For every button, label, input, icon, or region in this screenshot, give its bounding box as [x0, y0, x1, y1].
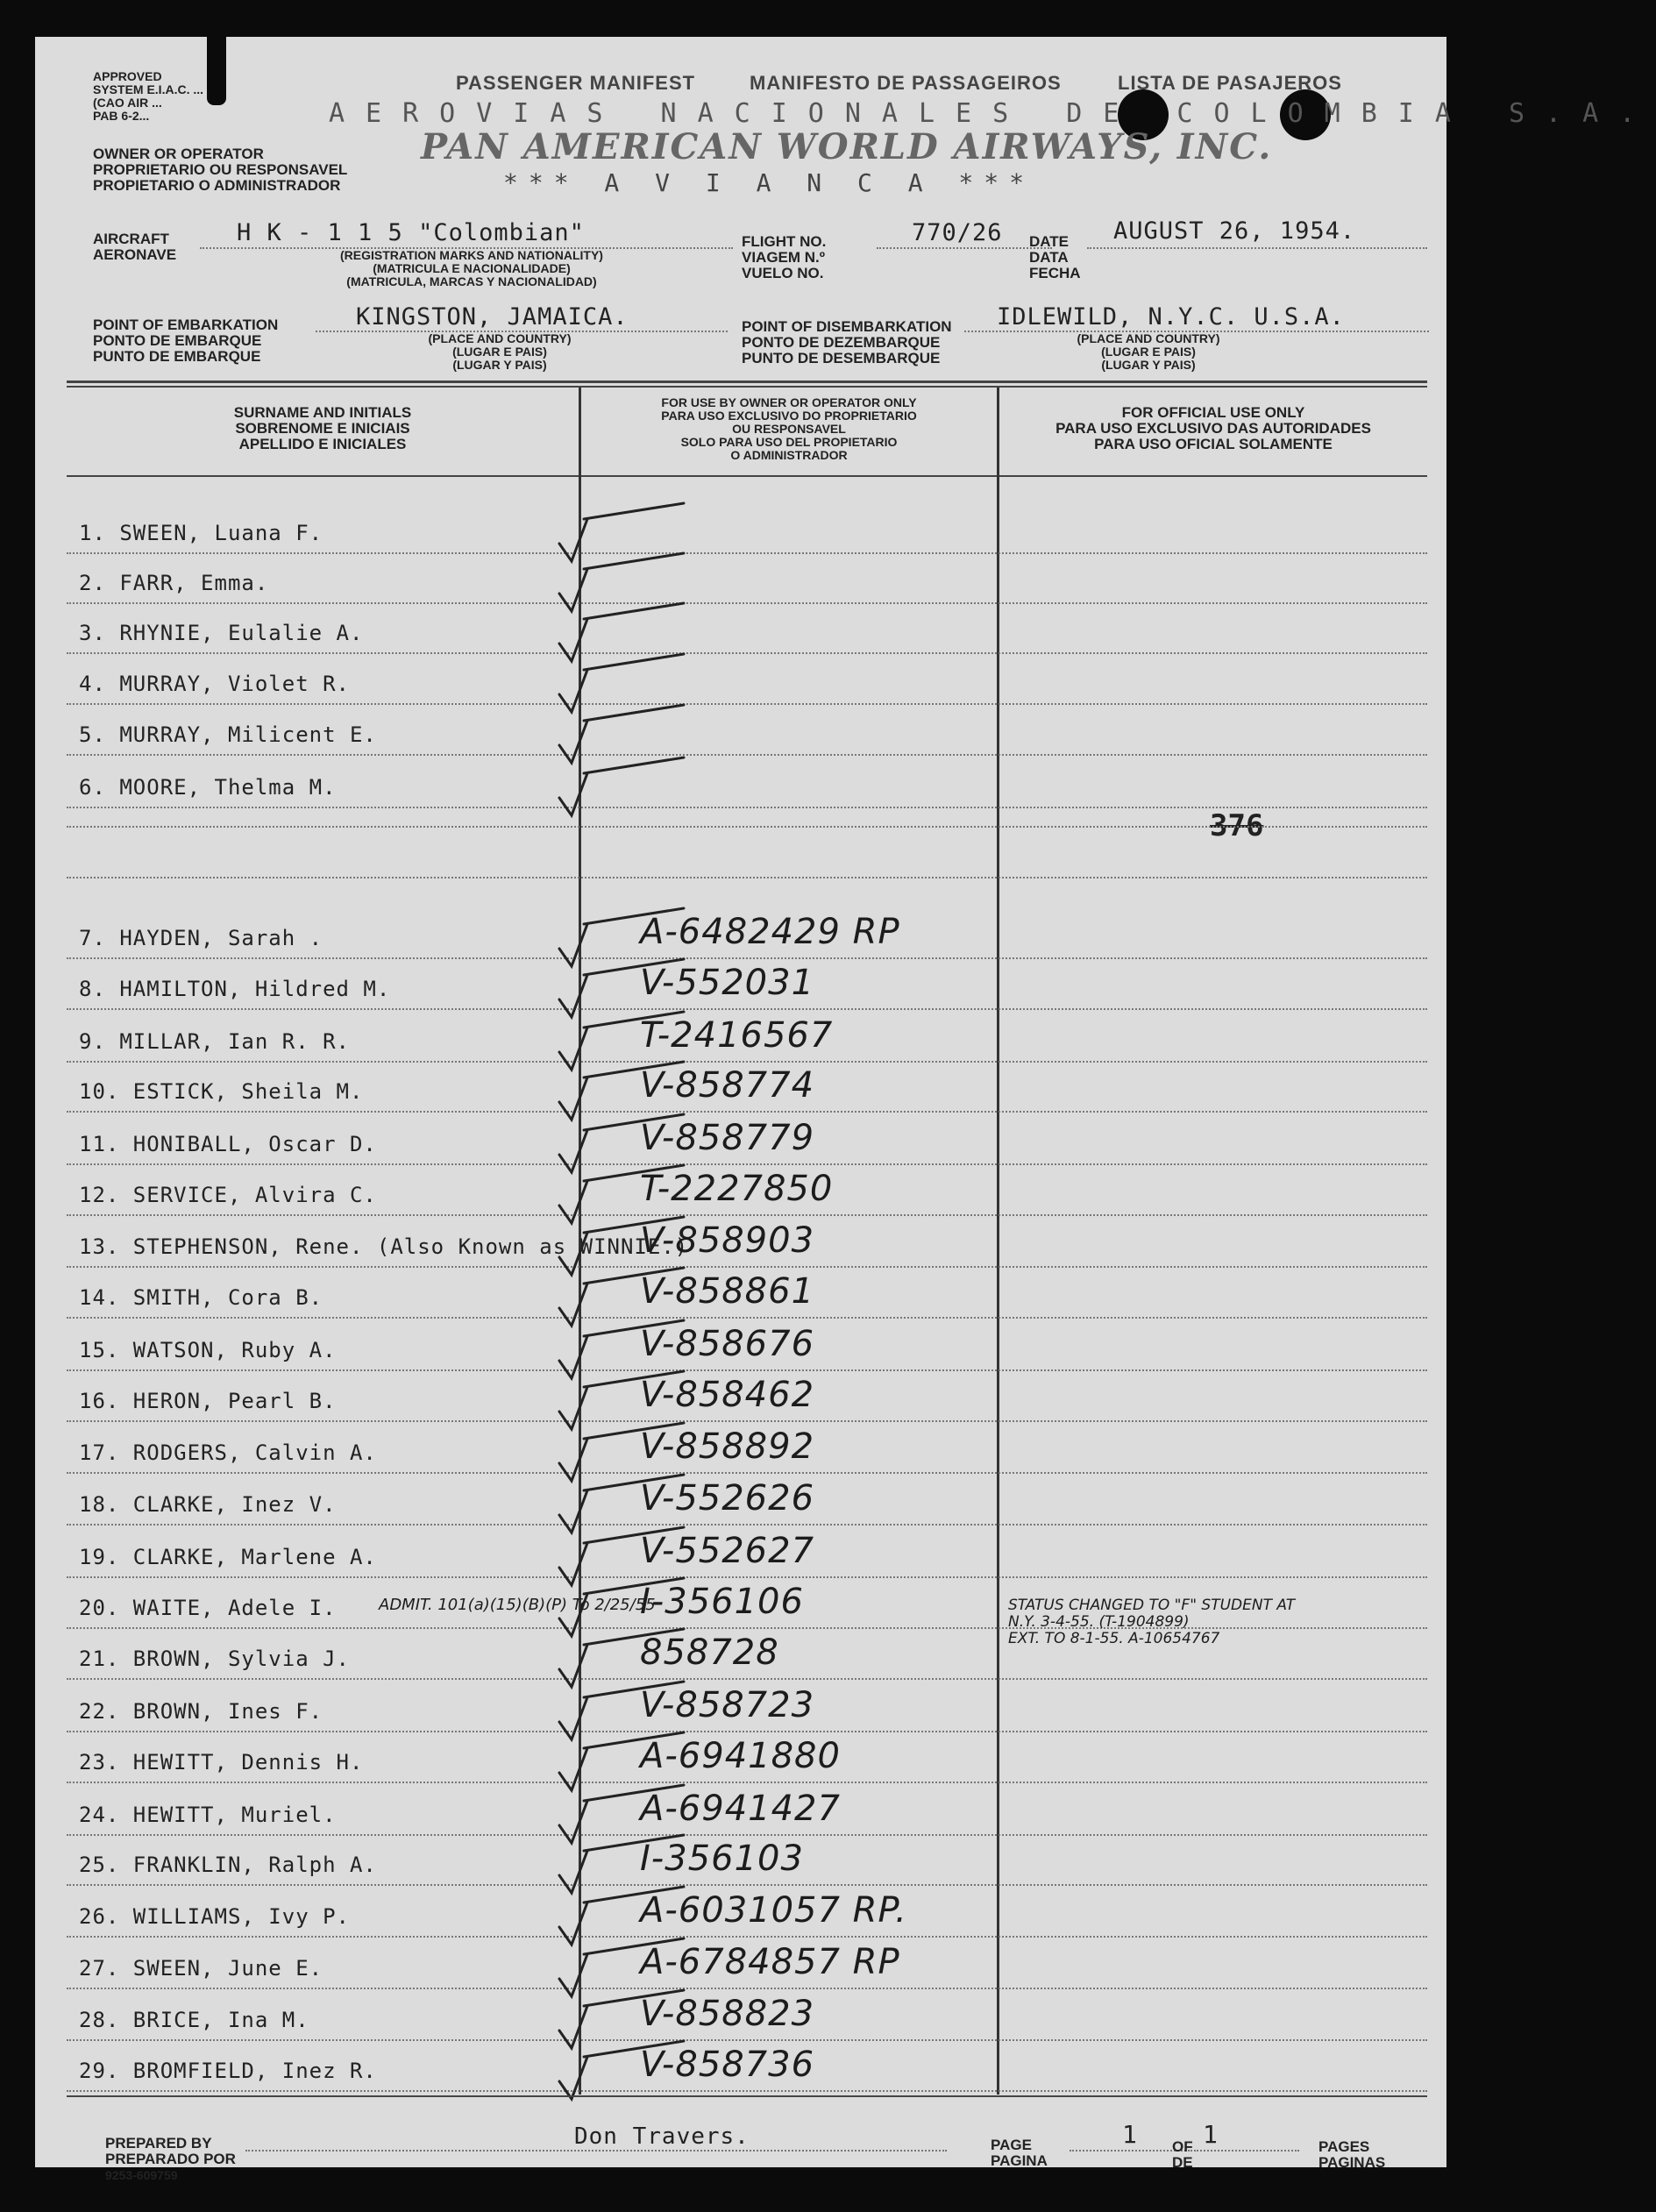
passenger-row	[35, 1789, 1446, 1841]
registration-number: T-2416567	[640, 1015, 834, 1056]
passenger-row	[35, 1324, 1446, 1376]
row-line	[67, 1988, 1427, 1989]
passenger-name: 7. HAYDEN, Sarah .	[79, 926, 323, 950]
manifest-sheet	[35, 37, 1656, 2182]
passenger-name: 28. BRICE, Ina M.	[79, 2008, 309, 2032]
pages-label: PAGES PAGINAS	[1318, 2138, 1386, 2171]
airline-brand: PAN AMERICAN WORLD AIRWAYS, INC.	[421, 126, 1273, 167]
registration-number: V-552626	[640, 1478, 815, 1519]
row-line	[67, 1678, 1427, 1680]
table-top-rule-2	[67, 386, 1427, 388]
embark-label: POINT OF EMBARKATION PONTO DE EMBARQUE PUNTO DE EMBARQUE	[93, 317, 279, 365]
of-label: OF DE	[1172, 2138, 1193, 2171]
aircraft-value: H K - 1 1 5 "Colombian"	[237, 219, 585, 246]
row-line	[67, 807, 1427, 808]
disembark-label: POINT OF DISEMBARKATION PONTO DE DEZEMBARQUE PUNTO DE DESEMBARQUE	[742, 318, 952, 366]
passenger-name: 9. MILLAR, Ian R. R.	[79, 1029, 350, 1054]
passenger-row	[35, 1994, 1446, 2046]
passenger-row	[35, 1118, 1446, 1170]
passenger-name: 14. SMITH, Cora B.	[79, 1285, 323, 1310]
row-line	[67, 1061, 1427, 1063]
aircraft-label: AIRCRAFT AERONAVE	[93, 231, 177, 263]
passenger-name: 16. HERON, Pearl B.	[79, 1389, 337, 1413]
official-column-header: FOR OFFICIAL USE ONLY PARA USO EXCLUSIVO DAS AUTORIDADES PARA USO OFICIAL SOLAMENTE	[1055, 404, 1371, 452]
registration-number: V-858779	[640, 1118, 815, 1158]
passenger-name: 20. WAITE, Adele I.	[79, 1596, 337, 1620]
registration-number: V-858892	[640, 1426, 815, 1467]
registration-number: T-2227850	[640, 1169, 834, 1209]
passenger-name: 17. RODGERS, Calvin A.	[79, 1440, 377, 1465]
row-line	[67, 1317, 1427, 1319]
registration-number: V-858861	[640, 1271, 815, 1312]
passenger-row	[35, 1632, 1446, 1685]
row-line	[67, 1266, 1427, 1268]
passenger-name: 26. WILLIAMS, Ivy P.	[79, 1904, 350, 1929]
row-line	[67, 957, 1427, 959]
passenger-name: 3. RHYNIE, Eulalie A.	[79, 621, 364, 645]
flight-number: 770/26	[912, 219, 1003, 246]
passenger-name: 2. FARR, Emma.	[79, 571, 269, 595]
row-line	[67, 1731, 1427, 1732]
status-note: STATUS CHANGED TO "F" STUDENT AT N.Y. 3-4-55. (T-1904899) EXT. TO 8-1-55. A-10654767	[1008, 1597, 1296, 1647]
embark-place-note: (PLACE AND COUNTRY) (LUGAR E PAIS) (LUGAR Y PAIS)	[428, 331, 572, 372]
row-line	[67, 1782, 1427, 1783]
admit-note: ADMIT. 101(a)(15)(B)(P) To 2/25/55	[379, 1596, 656, 1614]
prepared-by-value: Don Travers.	[574, 2123, 750, 2150]
pages-line	[1194, 2150, 1299, 2152]
registration-number: 858728	[640, 1632, 779, 1673]
registration-number: V-858723	[640, 1685, 815, 1725]
page-label: PAGE PAGINA	[991, 2137, 1048, 2169]
punch-slot	[207, 37, 226, 105]
passenger-name: 24. HEWITT, Muriel.	[79, 1803, 337, 1827]
row-line	[67, 1163, 1427, 1165]
passenger-row	[35, 1685, 1446, 1738]
passenger-name: 5. MURRAY, Milicent E.	[79, 722, 377, 747]
row-line	[67, 1472, 1427, 1474]
passenger-row	[35, 617, 1446, 659]
row-line	[67, 1369, 1427, 1371]
flight-line	[877, 247, 1052, 249]
passenger-name: 27. SWEEN, June E.	[79, 1956, 323, 1981]
passenger-row	[35, 1736, 1446, 1789]
row-line	[67, 754, 1427, 756]
row-line	[67, 703, 1427, 705]
registration-number: V-858903	[640, 1220, 815, 1261]
blank-row-line	[67, 877, 1427, 878]
passenger-name: 1. SWEEN, Luana F.	[79, 521, 323, 545]
owner-column-header: FOR USE BY OWNER OR OPERATOR ONLY PARA USO EXCLUSIVO DO PROPRIETARIO OU RESPONSAVEL SOLO PARA USO DEL PROPIETARIO O ADMINISTRADOR	[661, 395, 917, 462]
passenger-row	[35, 1531, 1446, 1583]
passenger-name: 6. MOORE, Thelma M.	[79, 775, 337, 800]
prepared-line	[245, 2150, 947, 2152]
passenger-name: 19. CLARKE, Marlene A.	[79, 1545, 377, 1569]
row-line	[67, 1884, 1427, 1886]
check-mark-icon	[552, 747, 710, 821]
flight-label: FLIGHT NO. VIAGEM N.º VUELO NO.	[742, 233, 827, 281]
registration-number: V-858462	[640, 1375, 815, 1415]
passenger-name: 4. MURRAY, Violet R.	[79, 672, 350, 696]
passenger-name: 15. WATSON, Ruby A.	[79, 1338, 337, 1362]
registration-number: V-858736	[640, 2045, 815, 2085]
passenger-name: 18. CLARKE, Inez V.	[79, 1492, 337, 1517]
passenger-row	[35, 1375, 1446, 1427]
passenger-name: 23. HEWITT, Dennis H.	[79, 1750, 364, 1775]
header-bottom-rule	[67, 475, 1427, 477]
date-value: AUGUST 26, 1954.	[1113, 217, 1356, 245]
owner-label: OWNER OR OPERATOR PROPRIETARIO OU RESPONSAVEL PROPIETARIO O ADMINISTRADOR	[93, 146, 348, 194]
names-column-header: SURNAME AND INITIALS SOBRENOME E INICIAIS APELLIDO E INICIALES	[233, 404, 412, 452]
passenger-row	[35, 1426, 1446, 1479]
airline-name: AEROVIAS NACIONALES DE COLOMBIA S.A.	[329, 98, 1656, 129]
row-line	[67, 1936, 1427, 1938]
row-line	[67, 1008, 1427, 1010]
footer-rule	[67, 2095, 1427, 2097]
passenger-row	[35, 1890, 1446, 1943]
passenger-row	[35, 1220, 1446, 1273]
row-line	[67, 2039, 1427, 2041]
registration-number: A-6941427	[640, 1789, 841, 1829]
passenger-row	[35, 567, 1446, 609]
registration-number: V-858823	[640, 1994, 815, 2034]
registration-number: I-356103	[640, 1839, 804, 1879]
passenger-row	[35, 1065, 1446, 1118]
passenger-row	[35, 1271, 1446, 1324]
prepared-label: PREPARED BY PREPARADO POR 9253-609759	[105, 2135, 236, 2182]
date-label: DATE DATA FECHA	[1029, 233, 1081, 281]
row-line	[67, 1576, 1427, 1578]
passenger-row	[35, 772, 1446, 814]
passenger-row	[35, 1839, 1446, 1891]
approval-text: APPROVED SYSTEM E.I.A.C. ... (CAO AIR ... PAB 6-2...	[93, 69, 204, 123]
passenger-row	[35, 963, 1446, 1015]
row-line	[67, 1524, 1427, 1526]
passenger-name: 29. BROMFIELD, Inez R.	[79, 2059, 377, 2083]
passenger-row	[35, 1169, 1446, 1221]
registration-number: A-6031057 RP.	[640, 1890, 907, 1931]
embark-value: KINGSTON, JAMAICA.	[356, 303, 629, 331]
row-line	[67, 552, 1427, 554]
registration-number: A-6482429 RP	[640, 912, 900, 952]
disembark-place-note: (PLACE AND COUNTRY) (LUGAR E PAIS) (LUGAR Y PAIS)	[1077, 331, 1220, 372]
passenger-name: 21. BROWN, Sylvia J.	[79, 1647, 350, 1671]
row-line	[67, 652, 1427, 654]
passenger-name: 13. STEPHENSON, Rene. (Also Known as WINNIE.)	[79, 1234, 689, 1259]
passenger-row	[35, 1015, 1446, 1068]
registration-number: V-858774	[640, 1065, 815, 1106]
passenger-row	[35, 517, 1446, 559]
passenger-row	[35, 668, 1446, 710]
registration-number: I-356106	[640, 1582, 804, 1622]
date-line	[1087, 247, 1427, 249]
registration-number: V-858676	[640, 1324, 815, 1364]
passenger-name: 10. ESTICK, Sheila M.	[79, 1079, 364, 1104]
passenger-row	[35, 719, 1446, 761]
row-line	[67, 1420, 1427, 1422]
passenger-row	[35, 1942, 1446, 1995]
registration-number: A-6941880	[640, 1736, 841, 1776]
disembark-value: IDLEWILD, N.Y.C. U.S.A.	[997, 303, 1345, 331]
title-es: LISTA DE PASAJEROS	[1118, 72, 1342, 94]
row-line	[67, 1111, 1427, 1113]
registration-number: V-552031	[640, 963, 815, 1003]
passenger-name: 8. HAMILTON, Hildred M.	[79, 977, 391, 1001]
avianca-line: *** A V I A N C A ***	[503, 168, 1035, 197]
row-line	[67, 2090, 1427, 2092]
blank-row-line	[67, 826, 1427, 828]
row-line	[67, 1834, 1427, 1836]
row-line	[67, 602, 1427, 604]
passenger-name: 25. FRANKLIN, Ralph A.	[79, 1853, 377, 1877]
registration-number: A-6784857 RP	[640, 1942, 900, 1982]
registration-number: V-552627	[640, 1531, 815, 1571]
title-en: PASSENGER MANIFEST	[456, 72, 696, 94]
passenger-name: 11. HONIBALL, Oscar D.	[79, 1132, 377, 1156]
table-top-rule	[67, 381, 1427, 383]
registration-note: (REGISTRATION MARKS AND NATIONALITY) (MATRICULA E NACIONALIDADE) (MATRICULA, MARCAS Y NACIONALIDAD)	[340, 248, 603, 288]
passenger-row	[35, 912, 1446, 964]
pages-value: 1	[1203, 2120, 1219, 2149]
page-value: 1	[1122, 2120, 1138, 2149]
row-line	[67, 1214, 1427, 1216]
passenger-row	[35, 2045, 1446, 2097]
passenger-name: 12. SERVICE, Alvira C.	[79, 1183, 377, 1207]
title-pt: MANIFESTO DE PASSAGEIROS	[750, 72, 1062, 94]
passenger-name: 22. BROWN, Ines F.	[79, 1699, 323, 1724]
stamp-number: 376	[1210, 808, 1264, 843]
passenger-row	[35, 1478, 1446, 1531]
